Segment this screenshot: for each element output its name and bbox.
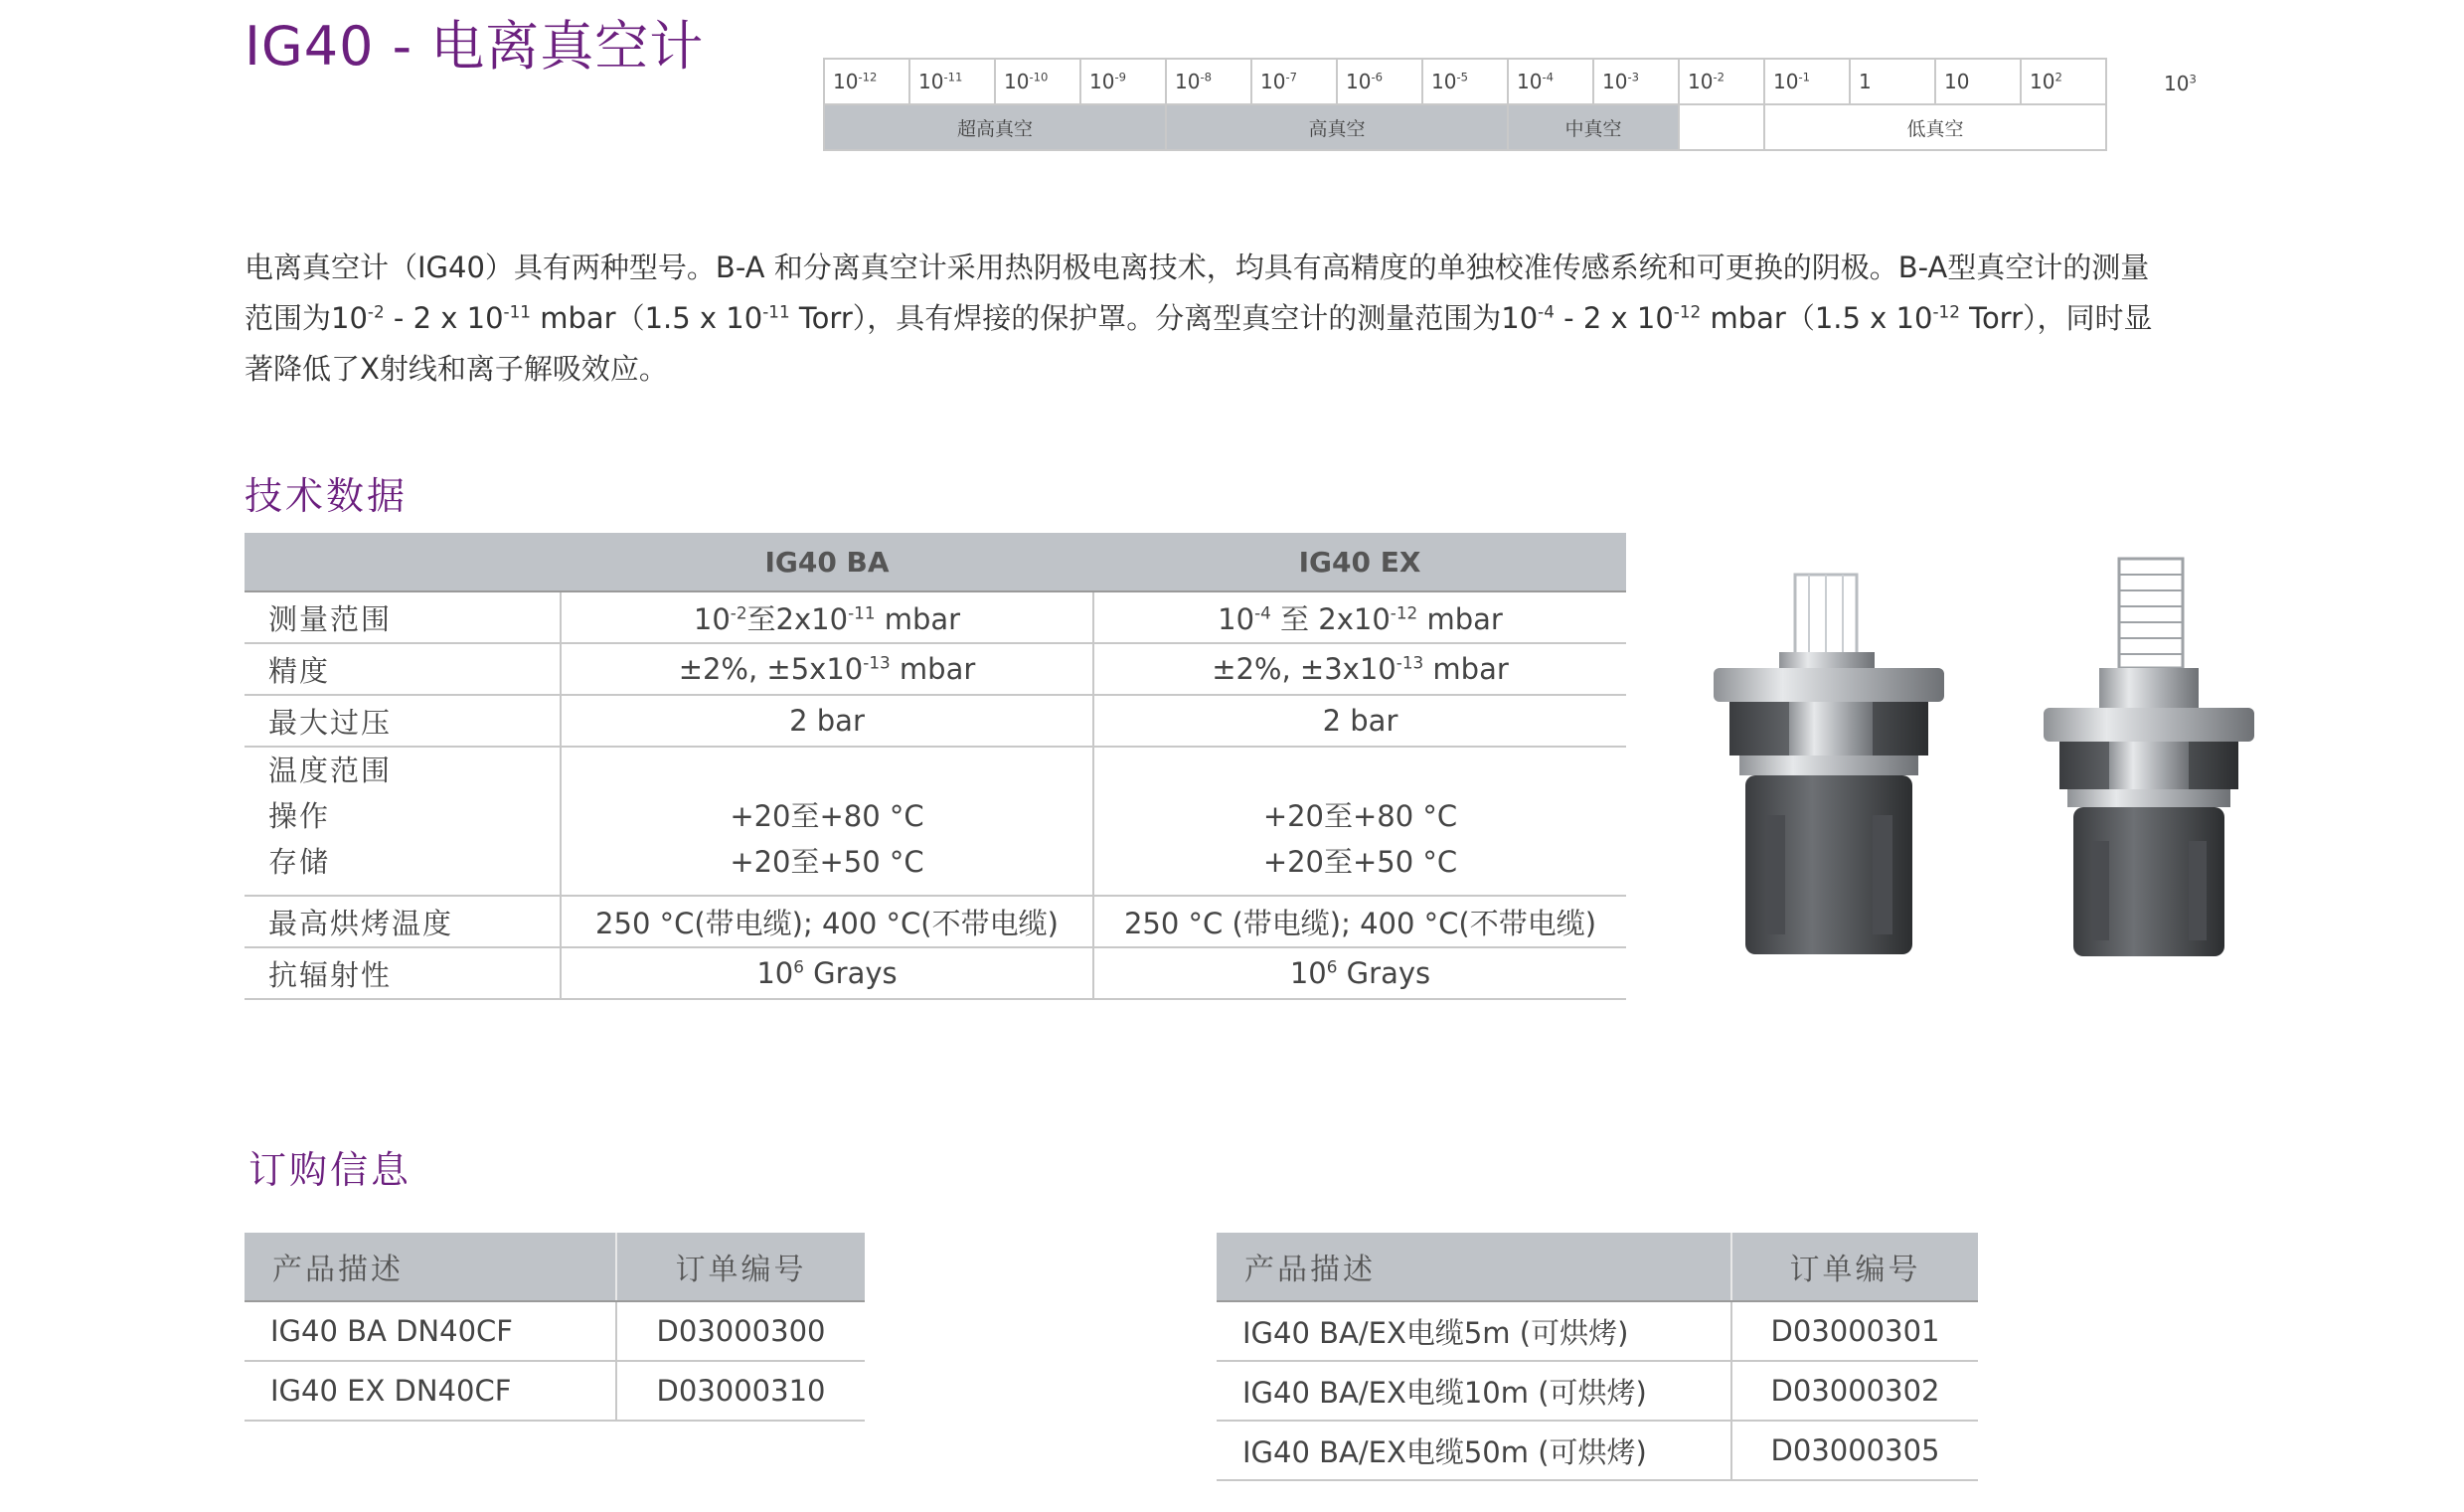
ig40-ex-gauge-image xyxy=(2040,553,2258,970)
scale-tick: $10^{-1}$ xyxy=(1764,59,1850,104)
ig40-ba-gauge-image xyxy=(1710,557,1948,974)
spec-value-ex: 2 bar xyxy=(1093,695,1626,747)
spec-label: 最大过压 xyxy=(245,695,561,747)
order-code: D03000302 xyxy=(1731,1361,1978,1421)
order-header-row xyxy=(1217,1233,1978,1301)
spec-value-ex: 250 °C (带电缆); 400 °C(不带电缆) xyxy=(1093,896,1626,947)
spec-row-overpressure xyxy=(245,695,1626,747)
spec-row-temperature xyxy=(245,747,1626,896)
scale-tick: $10^{-2}$ xyxy=(1679,59,1764,104)
scale-tick: 1 xyxy=(1850,59,1935,104)
scale-tick: $10^{-8}$ xyxy=(1166,59,1251,104)
spec-value-ex: $10^6$ Grays xyxy=(1093,947,1626,999)
spec-row-bakeout xyxy=(245,896,1626,947)
spec-value-ba: $10^6$ Grays xyxy=(561,947,1093,999)
order-desc: IG40 BA/EX电缆50m (可烘烤) xyxy=(1217,1421,1731,1480)
order-table-gauges xyxy=(245,1233,865,1422)
spec-heading: 技术数据 xyxy=(245,474,409,518)
scale-tick: $10^{-5}$ xyxy=(1422,59,1508,104)
scale-tick: $10^{-6}$ xyxy=(1337,59,1422,104)
table-row xyxy=(1217,1361,1978,1421)
spec-row-range xyxy=(245,591,1626,643)
spec-value-ba: 250 °C(带电缆); 400 °C(不带电缆) xyxy=(561,896,1093,947)
spec-row-accuracy xyxy=(245,643,1626,695)
table-row xyxy=(1217,1301,1978,1361)
vacuum-range-scale xyxy=(823,58,2197,151)
scale-tick-last: $10^3$ xyxy=(2164,72,2197,95)
order-table-cables xyxy=(1217,1233,1978,1481)
order-heading: 订购信息 xyxy=(248,1148,412,1192)
spec-label: 精度 xyxy=(245,643,561,695)
scale-exponent-row xyxy=(824,59,2106,104)
order-desc: IG40 BA DN40CF xyxy=(245,1301,616,1361)
order-header-row xyxy=(245,1233,865,1301)
intro-paragraph: 电离真空计（IG40）具有两种型号。B-A 和分离真空计采用热阴极电离技术，均具有高精度的单独校准传感系统和可更换的阴极。B-A型真空计的测量范围为$10^{-2} - 2$ x $10^{-11}$ mbar（1.5 x $10^{-11}$ Torr），具有焊接的保护罩。分离型真空计的测量范围为$10^{-4} - 2$ x $10^{-12}$ mbar（1.5 x $10^{-12}$ Torr），同时显著降低了X射线和离子解吸效应。 xyxy=(245,251,2153,386)
order-desc: IG40 BA/EX电缆5m (可烘烤) xyxy=(1217,1301,1731,1361)
table-row xyxy=(245,1301,865,1361)
order-header-code: 订单编号 xyxy=(1731,1233,1978,1301)
spec-header-row xyxy=(245,533,1626,591)
spec-table xyxy=(245,533,1626,1000)
spec-value-ba: $10^{-2}$至$2x10^{-11}$ mbar xyxy=(561,591,1093,643)
order-code: D03000305 xyxy=(1731,1421,1978,1480)
scale-tick: $10^{-7}$ xyxy=(1251,59,1337,104)
scale-tick: $10^{-11}$ xyxy=(909,59,995,104)
spec-value-ba: ±2%, $\pm 5x10^{-13}$ mbar xyxy=(561,643,1093,695)
order-header-desc: 产品描述 xyxy=(245,1233,616,1301)
spec-label-temperature: 温度范围 操作 存储 xyxy=(245,747,561,896)
order-desc: IG40 EX DN40CF xyxy=(245,1361,616,1421)
spec-value-ex: +20至+80 °C +20至+50 °C xyxy=(1093,747,1626,896)
table-row xyxy=(245,1361,865,1421)
range-gap xyxy=(1679,104,1764,150)
scale-tick: $10^{-4}$ xyxy=(1508,59,1593,104)
spec-header-empty xyxy=(245,533,561,591)
scale-tick: $10^{-10}$ xyxy=(995,59,1080,104)
range-ultra-high-vacuum: 超高真空 xyxy=(824,104,1166,150)
table-row xyxy=(1217,1421,1978,1480)
spec-header-ex: IG40 EX xyxy=(1093,533,1626,591)
order-header-desc: 产品描述 xyxy=(1217,1233,1731,1301)
order-header-code: 订单编号 xyxy=(616,1233,865,1301)
spec-label: 最高烘烤温度 xyxy=(245,896,561,947)
scale-tick: $10^{-12}$ xyxy=(824,59,909,104)
spec-value-ex: ±2%, $\pm 3x10^{-13}$ mbar xyxy=(1093,643,1626,695)
scale-tick: 10 xyxy=(1935,59,2021,104)
spec-label: 抗辐射性 xyxy=(245,947,561,999)
range-high-vacuum: 高真空 xyxy=(1166,104,1508,150)
range-low-vacuum: 低真空 xyxy=(1764,104,2106,150)
spec-header-ba: IG40 BA xyxy=(561,533,1093,591)
scale-tick: $10^{-3}$ xyxy=(1593,59,1679,104)
scale-tick: $10^{-9}$ xyxy=(1080,59,1166,104)
scale-range-row xyxy=(824,104,2106,150)
order-code: D03000301 xyxy=(1731,1301,1978,1361)
scale-tick: $10^2$ xyxy=(2021,59,2106,104)
order-code: D03000300 xyxy=(616,1301,865,1361)
range-medium-vacuum: 中真空 xyxy=(1508,104,1679,150)
spec-label: 测量范围 xyxy=(245,591,561,643)
page-title: IG40 - 电离真空计 xyxy=(245,15,705,78)
spec-value-ba: +20至+80 °C +20至+50 °C xyxy=(561,747,1093,896)
order-code: D03000310 xyxy=(616,1361,865,1421)
order-desc: IG40 BA/EX电缆10m (可烘烤) xyxy=(1217,1361,1731,1421)
spec-value-ba: 2 bar xyxy=(561,695,1093,747)
spec-value-ex: $10^{-4}$ 至 $2x10^{-12}$ mbar xyxy=(1093,591,1626,643)
spec-row-radiation xyxy=(245,947,1626,999)
